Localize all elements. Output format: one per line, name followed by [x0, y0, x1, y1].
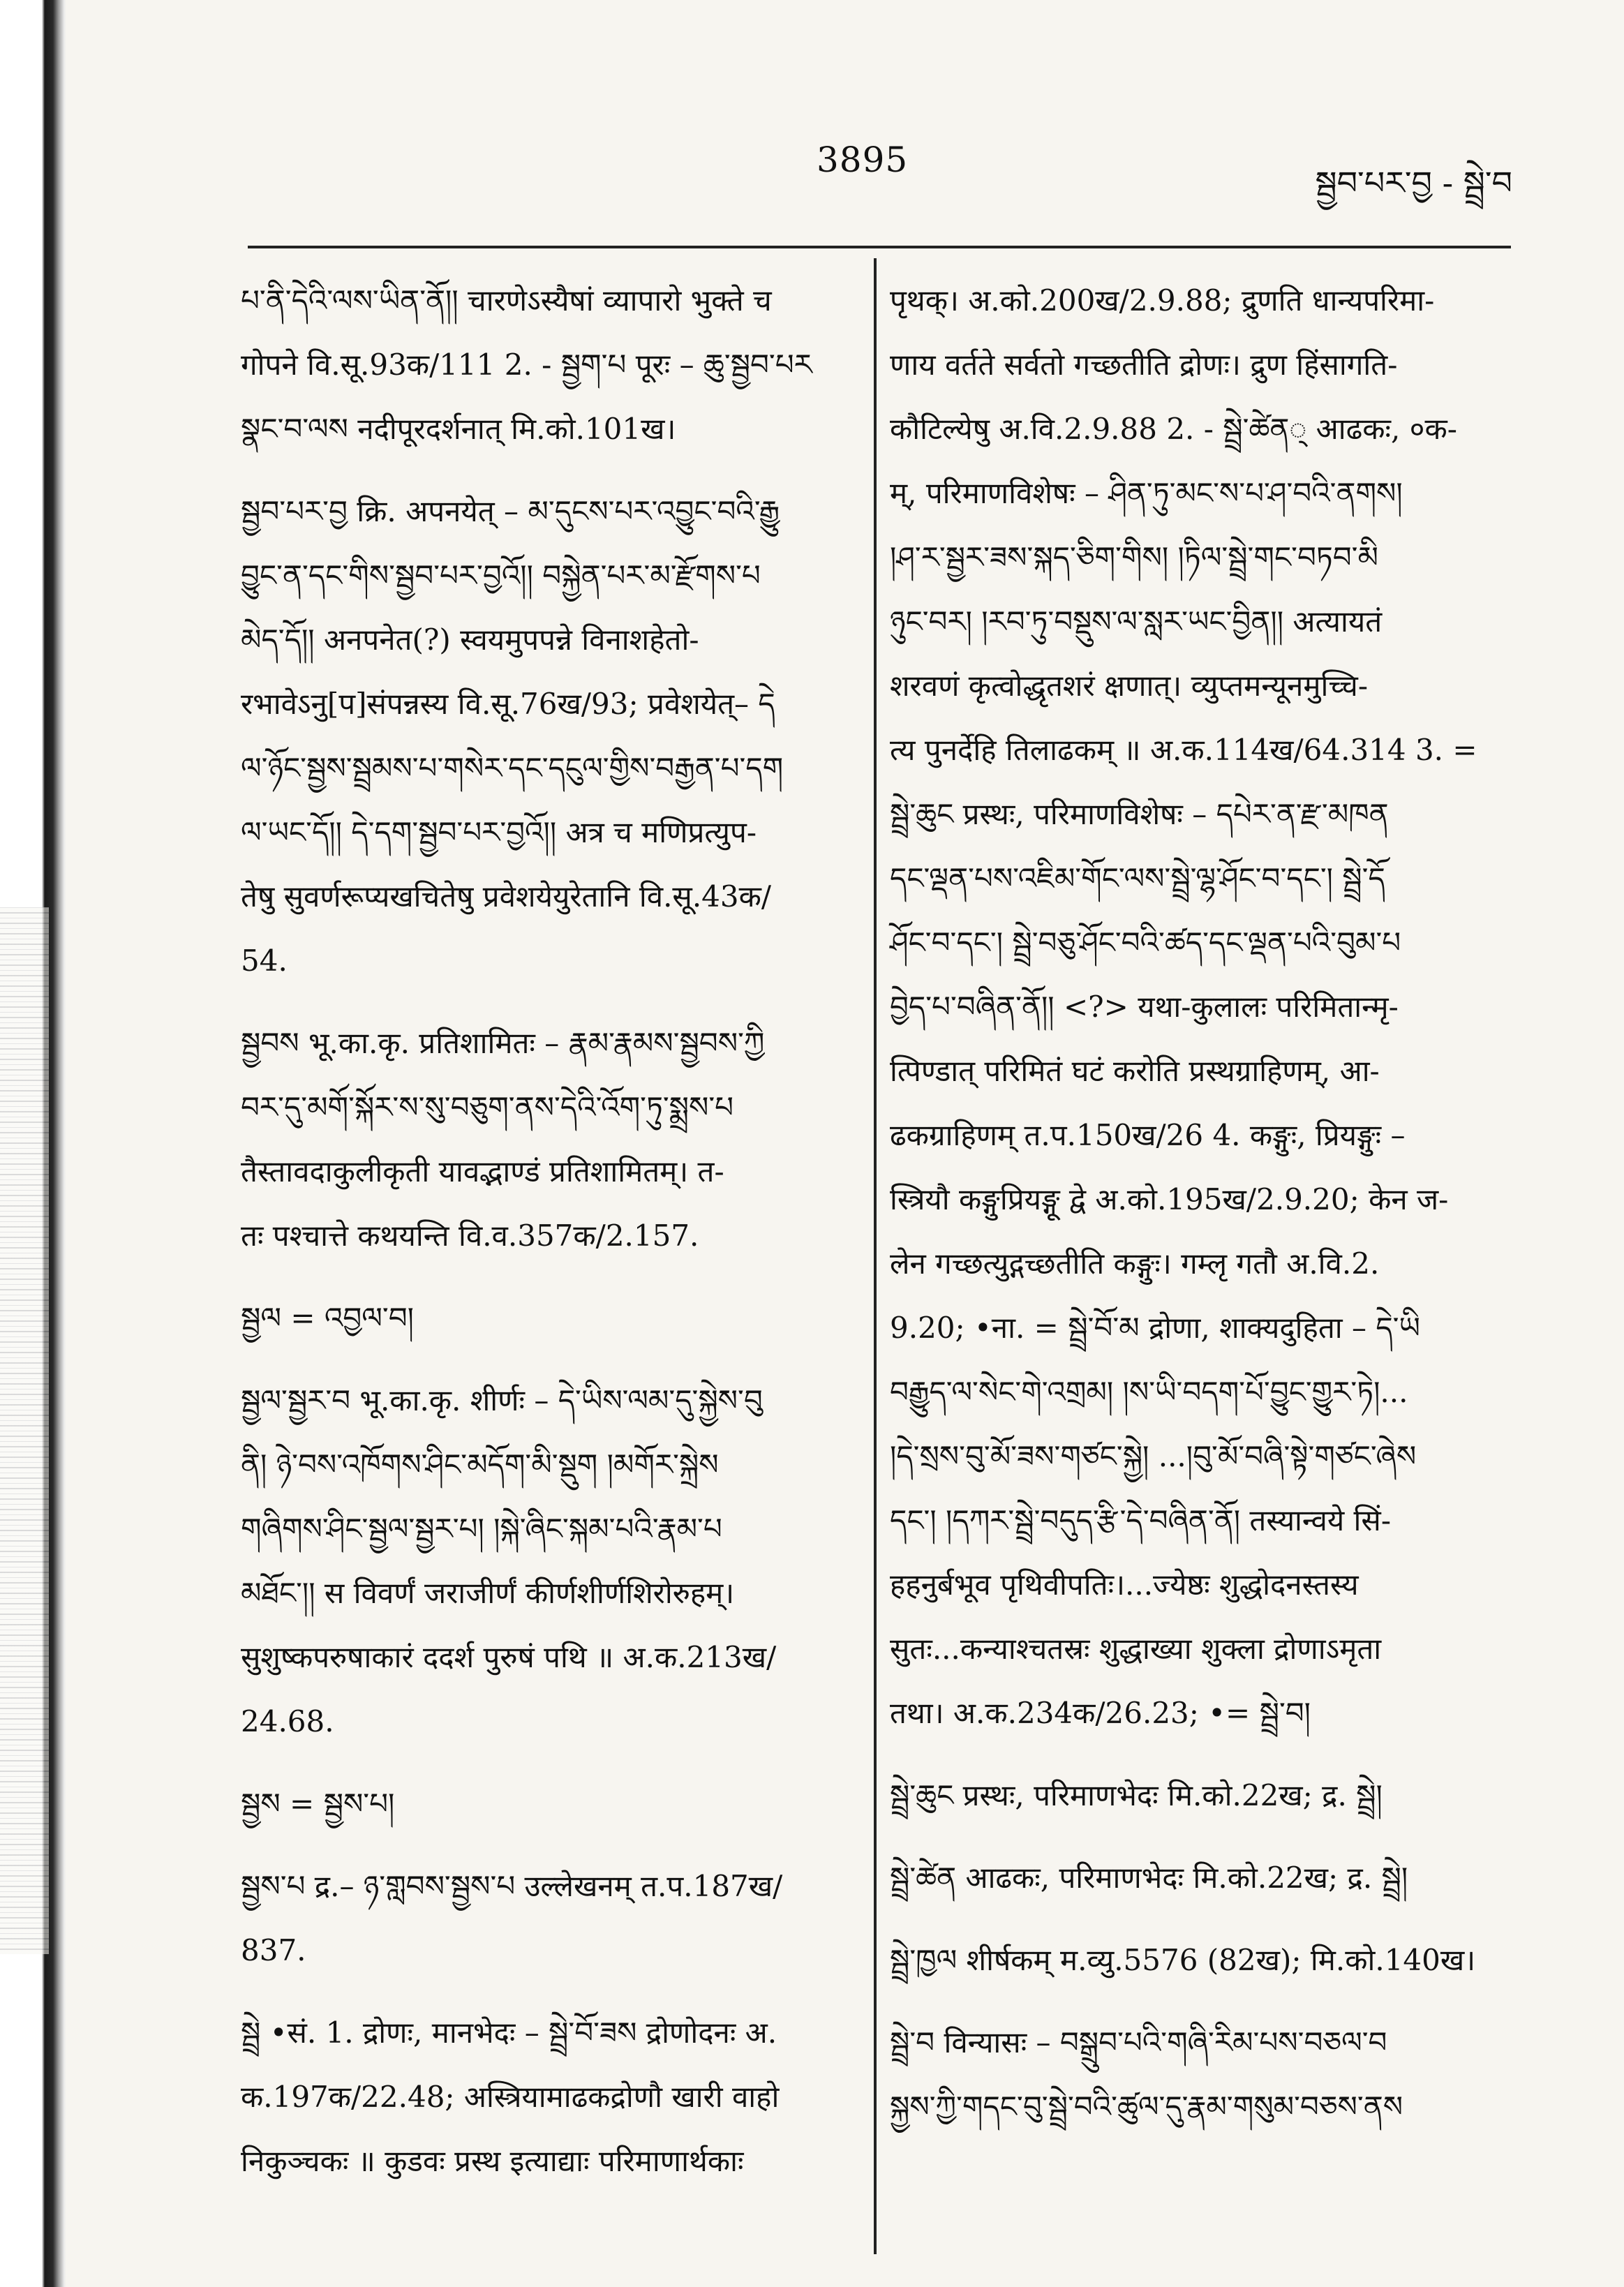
dictionary-entry [890, 269, 1511, 1745]
entry-line: रभावेऽनु[प]संपन्नस्य वि.सू.76ख/93; प्रवेशयेत्– དེ [241, 687, 775, 721]
entry-line: །དེ་སྲས་བུ་མོ་ཟས་གཙང་སྐྱེ། ...།བུ་མོ་བཞི་སྟེ་གཙང་ཞེས [890, 1439, 1417, 1473]
entry-line: བར་དུ་མགོ་སྐོར་ས་སུ་བཅུག་ནས་དེའི་འོག་ཏུ་སྨྲས་པ [241, 1090, 734, 1124]
entry-line: སྦྲེ་ཚེན आढकः, परिमाणभेदः मि.को.22ख; द्र. སྦྲེ། [890, 1861, 1408, 1895]
entry-line: ཤོང་བ་དང་། སྦྲེ་བཅུ་ཤོང་བའི་ཚད་དང་ལྡན་པའི་བུམ་པ [890, 925, 1401, 960]
dictionary-entry [890, 2011, 1511, 2139]
entry-line: म्, परिमाणविशेषः – ཤིན་ཏུ་མང་ས་པ་ཤ་བའི་ནགས། [890, 476, 1403, 510]
entry-line: शरवणं कृत्वोद्धृतशरं क्षणात्। व्युप्तमन्यूनमुच्चि- [890, 669, 1369, 703]
entry-line: སྦྱལ = འབྱལ་བ། [241, 1301, 414, 1335]
entry-line: पृथक्। अ.को.200ख/2.9.88; द्रुणति धान्यपरिमा- [890, 283, 1435, 318]
entry-line: ལ་ཉོང་སྦྱས་སྦྲམས་པ་གསེར་དང་དངུལ་གྱིས་བརྒྱན་པ་དག [241, 751, 784, 785]
entry-line: ཉུང་བར། །རབ་ཏུ་བསྡུས་ལ་སླར་ཡང་བྱིན།། अत्यायतं [890, 604, 1383, 639]
entry-line: ནི། ཉེ་བས་འཁོགས་ཤིང་མདོག་མི་སྡུག །མགོར་སྐྲེས [241, 1447, 719, 1482]
entry-line: སྦྱས་པ द्र.– ཉ་གླབས་སྦྱས་པ उल्लेखनम् त.प.187ख/ [241, 1869, 783, 1903]
dictionary-entry [241, 1369, 848, 1754]
entry-line: तः पश्चात्ते कथयन्ति वि.व.357क/2.157. [241, 1219, 699, 1253]
entry-line: ལ་ཡང་དོ།། དེ་དག་སྦྱབ་པར་བྱའོ།། अत्र च मणिप्रत्युप- [241, 815, 757, 849]
entry-line: །ཤ་ར་སྦྱར་ཟས་སྐད་ཅིག་གིས། །ཏིལ་སྦྲེ་གང་བཏབ་མི [890, 540, 1378, 574]
entry-line: गोपने वि.सू.93क/111 2. - སྦྱག་པ पूरः – ཆུ་སྦྱབ་པར [241, 348, 812, 382]
entry-line: སྣང་བ་ལས नदीपूरदर्शनात् मि.को.101ख। [241, 412, 676, 446]
entry-line: དང་ལྡན་པས་འཇིམ་གོང་ལས་སྦྲེ་ལྷ་ཤོང་བ་དང་། སྦྲེ་དོ [890, 861, 1385, 895]
entry-line: སྦྲེ་བ विन्यासः – བསྒྲུབ་པའི་གཞི་རིམ་པས་བཅལ་བ [890, 2025, 1387, 2059]
entry-line: 24.68. [241, 1704, 334, 1738]
entry-line: སྦྱབ་པར་བྱ क्रि. अपनयेत् – མ་དུངས་པར་འབྱུང་བའི་རྒྱུ [241, 494, 780, 528]
dictionary-entry [241, 1011, 848, 1268]
entry-line: སྦྲེ་ཆུང प्रस्थः, परिमाणविशेषः – དཔེར་ན་རྫ་མཁན [890, 797, 1389, 831]
right-column [890, 269, 1511, 2157]
running-head: སྦྱབ་པར་བྱ - སྦྲེ་བ [1315, 164, 1512, 202]
entry-line: 837. [241, 1933, 306, 1967]
entry-line: སྦྲེ •सं. 1. द्रोणः, मानभेदः – སྦྲེ་བོ་ཟས द्रोणोदनः अ. [241, 2016, 777, 2050]
dictionary-entry [241, 269, 848, 461]
entry-line: མཐོང་།། स विवर्णं जराजीर्णं कीर्णशीर्णशिरोरुहम्। [241, 1576, 735, 1610]
dictionary-entry [241, 1772, 848, 1836]
entry-line: པ་ནི་དེའི་ལས་ཡིན་ནོ།། चारणेऽस्यैषां व्यापारो भुक्ते च [241, 283, 772, 318]
entry-line: སྦྱལ་སྦྱར་བ भू.का.कृ. शीर्णः – དེ་ཡིས་ལམ་དུ་སྐྱེས་བུ [241, 1383, 763, 1417]
entry-line: 9.20; •ना. = སྦྲེ་བོ་མ द्रोणा, शाक्यदुहिता – དེ་ཡི [890, 1311, 1420, 1345]
entry-line: སྐྱས་ཀྱི་གདང་བུ་སྦྲེ་བའི་ཚུལ་དུ་རྣམ་གསུམ་བཅས་ནས [890, 2089, 1403, 2124]
entry-line: हहनुर्बभूव पृथिवीपतिः।...ज्येष्ठः शुद्धोदनस्तस्य [890, 1567, 1359, 1602]
entry-line: མེད་དོ།། अनपनेत(?) स्वयमुपपन्ने विनाशहेतो- [241, 623, 699, 657]
entry-line: निकुञ्चकः ॥ कुडवः प्रस्थ इत्याद्याः परिमाणार्थकाः [241, 2144, 744, 2178]
entry-line: སྦྲེ་ཁྱལ शीर्षकम् म.व्यु.5576 (82ख); मि.को.140ख। [890, 1943, 1476, 1977]
entry-line: तथा। अ.क.234क/26.23; •= སྦྲེ་བ། [890, 1696, 1311, 1730]
column-divider [874, 258, 877, 2254]
left-column [241, 269, 848, 2212]
entry-line: सुशुष्कपरुषाकारं ददर्श पुरुषं पथि ॥ अ.क.213ख/ [241, 1640, 777, 1674]
entry-line: लेन गच्छत्युद्गच्छतीति कङ्गुः। गम्लृ गतौ अ.वि.2. [890, 1246, 1380, 1281]
dictionary-entry [241, 1854, 848, 1983]
entry-line: सुतः...कन्याश्चतस्रः शुद्धाख्या शुक्ला द्रोणाऽमृता [890, 1632, 1382, 1666]
dictionary-entry [890, 1846, 1511, 1910]
entry-line: तैस्तावदाकुलीकृती यावद्भाण्डं प्रतिशामितम्। त- [241, 1154, 724, 1189]
entry-line: त्य पुनर्देहि तिलाढकम् ॥ अ.क.114ख/64.314 3. = [890, 733, 1477, 767]
entry-line: णाय वर्तते सर्वतो गच्छतीति द्रोणः। द्रुण हिंसागति- [890, 348, 1398, 382]
page-number: 3895 [817, 140, 909, 180]
entry-line: སྦྱབས भू.का.कृ. प्रतिशामितः – རྣམ་རྣམས་སྦྱབས་ཀྱི [241, 1026, 765, 1060]
header-rule [248, 246, 1511, 248]
entry-line: स्त्रियौ कङ्गुप्रियङ्गू द्वे अ.को.195ख/2.9.20; केन ज- [890, 1182, 1449, 1216]
entry-line: གཞིགས་ཤིང་སྦྱལ་སྦྱར་པ། །སྐེ་ཞིང་སྐམ་པའི་རྣམ་པ [241, 1512, 722, 1546]
entry-line: 54. [241, 944, 288, 978]
entry-line: བྱུང་ན་དང་གིས་སྦྱབ་པར་བྱའོ།། བསྐྱེན་པར་མ་རྫོགས་པ [241, 558, 761, 593]
dictionary-entry [890, 1928, 1511, 1992]
entry-line: तेषु सुवर्णरूप्यखचितेषु प्रवेशयेयुरेतानि वि.सू.43क/ [241, 879, 772, 914]
entry-line: སྦྲེ་ཆུང प्रस्थः, परिमाणभेदः मि.को.22ख; द्र. སྦྲེ། [890, 1778, 1383, 1812]
dictionary-entry [241, 2001, 848, 2193]
entry-line: བྱེད་པ་བཞིན་ནོ།། <?> यथा-कुलालः परिमितान्मृ- [890, 990, 1399, 1024]
dictionary-entry [241, 479, 848, 993]
entry-line: त्पिण्डात् परिमितं घटं करोति प्रस्थग्राहिणम्, आ- [890, 1054, 1380, 1088]
dictionary-entry [890, 1764, 1511, 1828]
entry-line: ढकग्राहिणम् त.प.150ख/26 4. कङ्गुः, प्रियङ्गुः – [890, 1118, 1406, 1152]
dictionary-entry [241, 1286, 848, 1350]
entry-line: དང་། །དཀར་སྦྲེ་བདུད་རྩི་དེ་བཞིན་ནོ། तस्यान्वये सिं- [890, 1503, 1392, 1537]
spine-texture [0, 907, 49, 1954]
entry-line: བརྒྱུད་ལ་སེང་གེ་འགྲམ། །ས་ཡི་བདག་པོ་བྱུང་གྱུར་ཏེ།... [890, 1375, 1408, 1409]
entry-line: कौटिल्येषु अ.वि.2.9.88 2. - སྦྲེ་ཚེན् आढकः, ०क- [890, 412, 1457, 446]
entry-line: སྦྱས = སྦྱས་པ། [241, 1787, 395, 1821]
entry-line: क.197क/22.48; अस्त्रियामाढकद्रोणौ खारी वाहो [241, 2080, 780, 2114]
